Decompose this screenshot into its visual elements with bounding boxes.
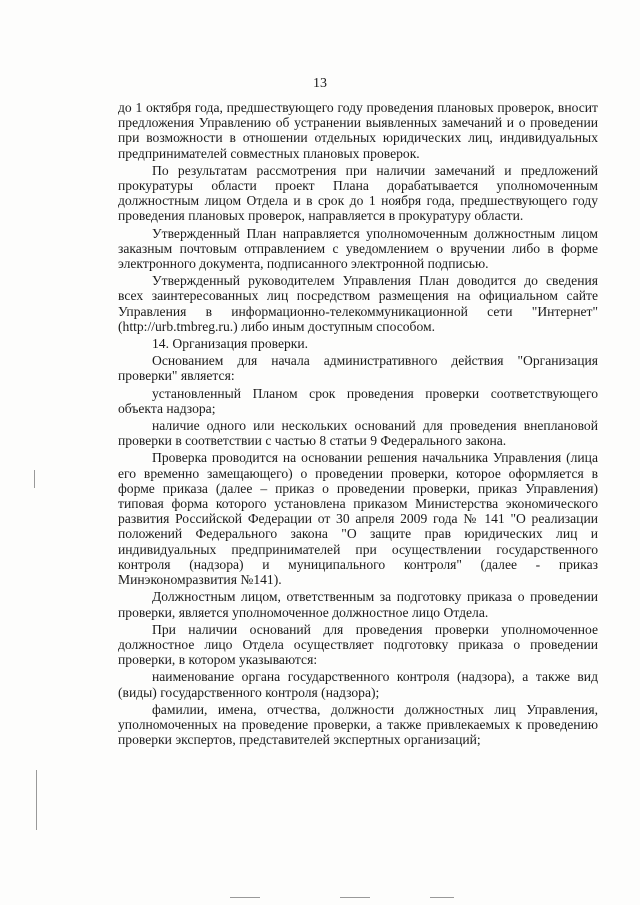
paragraph: Проверка проводится на основании решения начальника Управления (лица его временно замещающего) о проведении проверки, которое оформляется в форме приказа (далее – приказ о проведении проверки, приказ Управления) типовая форма которого установлена приказом Министерства экономического развития Российской Федерации от 30 апреля 2009 года № 141 "О реализации положений Федерального закона "О защите прав юридических лиц и индивидуальных предпринимателей при осуществлении государственного контроля (надзора) и муниципального контроля" (далее - приказ Минэкономразвития №141). bbox=[118, 450, 598, 588]
scan-margin-mark bbox=[34, 470, 35, 488]
document-body bbox=[118, 100, 598, 747]
paragraph: Утвержденный План направляется уполномоченным должностным лицом заказным почтовым отправлением с уведомлением о вручении либо в форме электронного документа, подписанного электронной подписью. bbox=[118, 225, 598, 272]
paragraph: Должностным лицом, ответственным за подготовку приказа о проведении проверки, является уполномоченное должностное лицо Отдела. bbox=[118, 589, 598, 620]
paragraph: При наличии оснований для проведения проверки уполномоченное должностное лицо Отдела осуществляет подготовку приказа о проведении проверки, в котором указываются: bbox=[118, 621, 598, 668]
paragraph: Основанием для начала административного действия "Организация проверки" является: bbox=[118, 353, 598, 384]
paragraph: Утвержденный руководителем Управления План доводится до сведения всех заинтересованных лиц посредством размещения на официальном сайте Управления в информационно-телекоммуникационной сети "Интернет" (http://urb.tmbreg.ru.) либо иным доступным способом. bbox=[118, 273, 598, 334]
list-item: установленный Планом срок проведения проверки соответствующего объекта надзора; bbox=[118, 385, 598, 416]
scan-margin-mark bbox=[36, 770, 37, 830]
section-heading: 14. Организация проверки. bbox=[152, 336, 309, 352]
scan-bottom-mark bbox=[430, 897, 454, 898]
scan-bottom-mark bbox=[340, 897, 370, 898]
paragraph: до 1 октября года, предшествующего году проведения плановых проверок, вносит предложения Управлению об устранении выявленных замечаний и о проведении при возможности в отношении отдельных юридических лиц, индивидуальных предпринимателей совместных плановых проверок. bbox=[118, 100, 598, 161]
list-item: наименование органа государственного контроля (надзора), а также вид (виды) государственного контроля (надзора); bbox=[118, 669, 598, 700]
scan-bottom-mark bbox=[230, 897, 260, 898]
paragraph: По результатам рассмотрения при наличии замечаний и предложений прокуратуры области проект Плана дорабатывается уполномоченным должностным лицом Отдела и в срок до 1 ноября года, предшествующего году проведения плановых проверок, направляется в прокуратуру области. bbox=[118, 162, 598, 224]
page-number: 13 bbox=[313, 76, 327, 91]
list-item: наличие одного или нескольких оснований для проведения внеплановой проверки в соответствии с частью 8 статьи 9 Федерального закона. bbox=[118, 418, 598, 449]
list-item: фамилии, имена, отчества, должности должностных лиц Управления, уполномоченных на проведение проверки, а также привлекаемых к проведению проверки экспертов, представителей экспертных организаций; bbox=[118, 701, 598, 748]
